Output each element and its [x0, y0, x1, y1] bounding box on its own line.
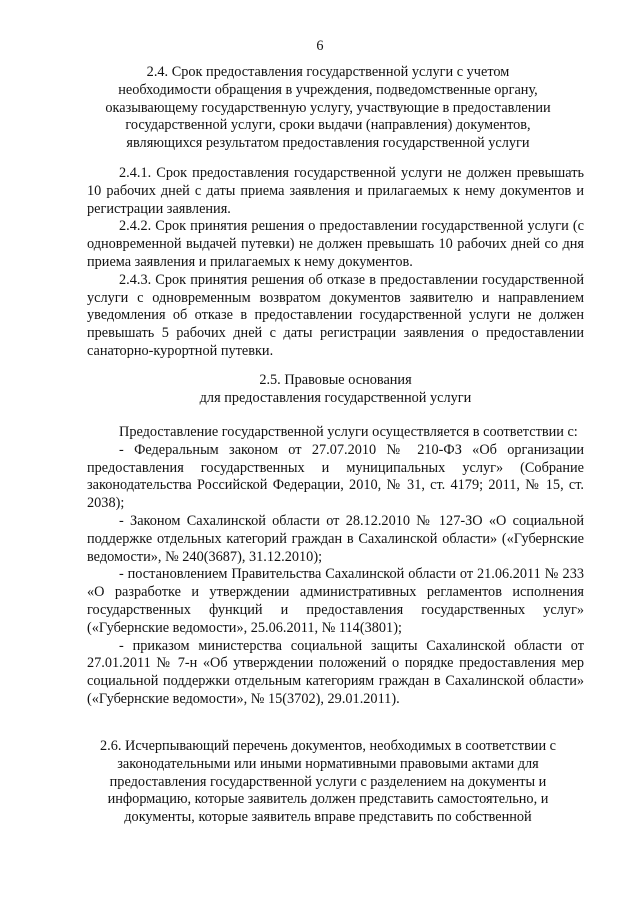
- heading-line: оказывающему государственную услугу, участвующие в предоставлении: [105, 99, 551, 116]
- paragraph-ministry-order: - приказом министерства социальной защиты Сахалинской области от 27.01.2011 № 7-н «Об утверждении положений о порядке предоставления мер социальной поддержки отдельным категориям граждан в Сахалинской области» («Губернские ведомости», № 15(3702), 29.01.2011).: [87, 637, 584, 707]
- heading-line: законодательными или иными нормативными правовыми актами для: [117, 755, 539, 772]
- heading-line: предоставления государственной услуги с разделением на документы и: [109, 773, 547, 790]
- page-number: 6: [316, 38, 324, 54]
- heading-line: информацию, которые заявитель должен представить самостоятельно, и: [107, 791, 549, 808]
- heading-line: для предоставления государственной услуги: [199, 389, 472, 406]
- heading-line: 2.4. Срок предоставления государственной услуги с учетом: [146, 64, 510, 80]
- section-2-4-heading: [72, 64, 584, 153]
- heading-line: являющихся результатом предоставления государственной услуги: [126, 135, 530, 152]
- heading-line: 2.6. Исчерпывающий перечень документов, необходимых в соответствии с: [99, 738, 557, 754]
- heading-line: необходимости обращения в учреждения, подведомственные органу,: [118, 81, 538, 98]
- section-2-5-body: [87, 424, 584, 709]
- paragraph-federal-law: - Федеральным законом от 27.07.2010 № 210-ФЗ «Об организации предоставления государственных и муниципальных услуг» (Собрание законодательства Российской Федерации, 2010, № 31, ст. 4179; 2011, № 15, ст. 2038);: [87, 441, 584, 512]
- paragraph-2-4-2: 2.4.2. Срок принятия решения о предоставлении государственной услуги (с одновременной выдачей путевки) не должен превышать 10 рабочих дней со дня приема заявления и прилагаемых к нему документов.: [87, 218, 584, 270]
- paragraph-intro: Предоставление государственной услуги осуществляется в соответствии с:: [119, 424, 578, 440]
- paragraph-government-resolution: - постановлением Правительства Сахалинской области от 21.06.2011 № 233 «О разработке и утверждении административных регламентов исполнения государственных функций и предоставления государственных услуг» («Губернские ведомости», 25.06.2011, № 114(3801);: [87, 566, 584, 636]
- paragraph-2-4-1: 2.4.1. Срок предоставления государственной услуги не должен превышать 10 рабочих дней с даты приема заявления и прилагаемых к нему документов и регистрации заявления.: [87, 165, 584, 217]
- paragraph-regional-law: - Законом Сахалинской области от 28.12.2010 № 127-ЗО «О социальной поддержке отдельных категорий граждан в Сахалинской области» («Губернские ведомости», № 240(3687), 31.12.2010);: [87, 512, 584, 565]
- paragraph-2-4-3: 2.4.3. Срок принятия решения об отказе в предоставлении государственной услуги с одновременным возвратом документов заявителю и направлением уведомления об отказе в предоставлении государственной услуги не должен превышать 5 рабочих дней с даты регистрации заявления о предоставлении санаторно-курортной путевки.: [87, 271, 584, 359]
- section-2-6-heading: [72, 738, 584, 827]
- heading-line: 2.5. Правовые основания: [259, 372, 412, 388]
- section-2-5-heading: [87, 372, 584, 408]
- heading-line: государственной услуги, сроки выдачи (направления) документов,: [125, 117, 531, 134]
- heading-line: документы, которые заявитель вправе представить по собственной: [124, 809, 532, 826]
- section-2-4-body: [87, 165, 584, 361]
